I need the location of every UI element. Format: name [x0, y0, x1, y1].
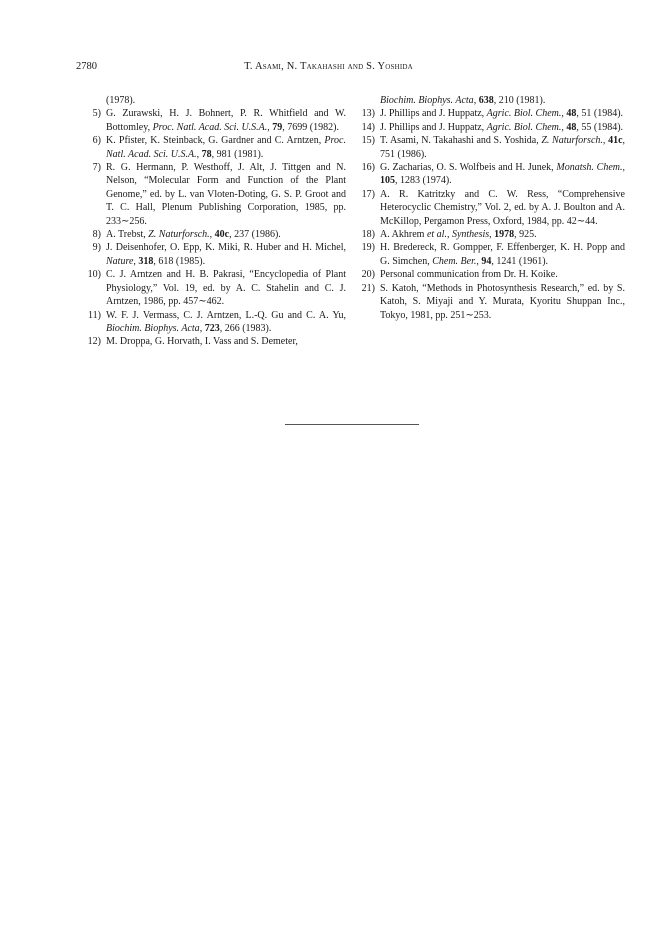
reference-number: 10) — [87, 269, 101, 281]
reference-item — [350, 161, 625, 188]
reference-number: 12) — [87, 336, 101, 348]
reference-continuation — [350, 94, 625, 107]
reference-number: 19) — [361, 242, 375, 254]
reference-number: 8) — [92, 229, 101, 241]
reference-text: R. G. Hermann, P. Westhoff, J. Alt, J. Tittgen and N. Nelson, “Molecular Form and Function of the Plant Genome,” ed. by L. van Vloten-Doting, G. S. P. Groot and T. C. Hall, Plenum Publishing Corporation, 1985, pp. 233∼256. — [106, 162, 346, 227]
running-head: T. Asami, N. Takahashi and S. Yoshida — [244, 61, 413, 72]
reference-text: G. Zurawski, H. J. Bohnert, P. R. Whitfield and W. Bottomley, Proc. Natl. Acad. Sci. U.S.A., 79, 7699 (1982). — [106, 108, 346, 133]
reference-text: Personal communication from Dr. H. Koike. — [380, 269, 558, 281]
reference-item — [76, 161, 346, 228]
reference-item — [76, 309, 346, 336]
reference-text: W. F. J. Vermass, C. J. Arntzen, L.-Q. Gu and C. A. Yu, Biochim. Biophys. Acta, 723, 266 (1983). — [106, 309, 346, 334]
reference-text: J. Deisenhofer, O. Epp, K. Miki, R. Huber and H. Michel, Nature, 318, 618 (1985). — [106, 242, 346, 267]
reference-item — [350, 268, 625, 281]
end-rule — [285, 424, 419, 425]
reference-continuation — [76, 94, 346, 107]
page-number: 2780 — [76, 61, 97, 72]
reference-text: J. Phillips and J. Huppatz, Agric. Biol. Chem., 48, 55 (1984). — [380, 121, 624, 133]
reference-item — [350, 282, 625, 322]
reference-item — [350, 107, 625, 120]
page-header — [76, 60, 581, 74]
reference-number: 11) — [88, 309, 101, 321]
references-right-column — [350, 94, 625, 322]
reference-number: 7) — [92, 162, 101, 174]
reference-text: T. Asami, N. Takahashi and S. Yoshida, Z. Naturforsch., 41c, 751 (1986). — [380, 135, 626, 160]
reference-item — [76, 268, 346, 308]
reference-item — [76, 335, 346, 348]
reference-number: 18) — [361, 229, 375, 241]
reference-item — [350, 241, 625, 268]
reference-text: A. Trebst, Z. Naturforsch., 40c, 237 (1986). — [106, 229, 281, 241]
reference-item — [350, 188, 625, 228]
references-left-column — [76, 94, 346, 349]
reference-number: 20) — [361, 269, 375, 281]
reference-text: H. Bredereck, R. Gompper, F. Effenberger, K. H. Popp and G. Simchen, Chem. Ber., 94, 1241 (1961). — [380, 242, 625, 267]
reference-item — [76, 241, 346, 268]
reference-number: 5) — [92, 108, 101, 120]
reference-number: 6) — [92, 135, 101, 147]
reference-text: Biochim. Biophys. Acta, 638, 210 (1981). — [380, 95, 546, 106]
reference-number: 13) — [361, 108, 375, 120]
reference-item — [350, 134, 625, 161]
reference-text: (1978). — [106, 95, 136, 106]
reference-text: G. Zacharias, O. S. Wolfbeis and H. Junek, Monatsh. Chem., 105, 1283 (1974). — [380, 162, 625, 187]
reference-number: 21) — [361, 282, 375, 294]
reference-item — [350, 228, 625, 241]
reference-text: K. Pfister, K. Steinback, G. Gardner and C. Arntzen, Proc. Natl. Acad. Sci. U.S.A., 78, 981 (1981). — [106, 135, 346, 160]
reference-text: M. Droppa, G. Horvath, I. Vass and S. Demeter, — [106, 336, 298, 348]
reference-text: C. J. Arntzen and H. B. Pakrasi, “Encyclopedia of Plant Physiology,” Vol. 19, ed. by A. C. Stahelin and C. J. Arntzen, 1986, pp. 457∼462. — [106, 269, 346, 308]
reference-text: S. Katoh, “Methods in Photosynthesis Research,” ed. by S. Katoh, S. Miyaji and Y. Murata, Kyoritu Shuppan Inc., Tokyo, 1981, pp. 251∼253. — [380, 282, 625, 321]
reference-item — [76, 134, 346, 161]
reference-number: 14) — [361, 121, 375, 133]
reference-text: A. R. Katritzky and C. W. Ress, “Comprehensive Heterocyclic Chemistry,” Vol. 2, ed. by A. J. Boulton and A. McKillop, Pergamon Press, Oxford, 1984, pp. 42∼44. — [380, 188, 625, 227]
reference-text: J. Phillips and J. Huppatz, Agric. Biol. Chem., 48, 51 (1984). — [380, 108, 624, 120]
reference-text: A. Akhrem et al., Synthesis, 1978, 925. — [380, 229, 537, 241]
reference-item — [76, 228, 346, 241]
reference-number: 17) — [361, 188, 375, 200]
reference-number: 9) — [92, 242, 101, 254]
reference-item — [76, 107, 346, 134]
reference-number: 16) — [361, 162, 375, 174]
reference-item — [350, 121, 625, 134]
reference-number: 15) — [361, 135, 375, 147]
